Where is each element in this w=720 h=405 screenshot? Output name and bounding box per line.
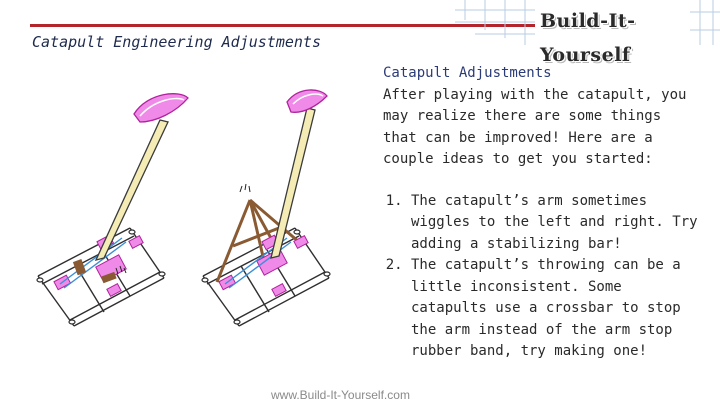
- brand-logo: Build-It-Yourself: [540, 10, 636, 66]
- content-panel: [383, 63, 698, 363]
- section-heading: Catapult Adjustments: [383, 65, 552, 81]
- list-item: 2. The catapult’s throwing can be a little inconsistent. Some catapults use a crossbar to stop the arm instead of the arm stop rubber band, try making one!: [411, 255, 698, 363]
- list-item: 1. The catapult’s arm sometimes wiggles to the left and right. Try adding a stabilizing bar!: [411, 191, 698, 256]
- ideas-list: [383, 191, 698, 363]
- catapult-basic-illustration: [30, 88, 210, 328]
- footer-url: www.Build-It-Yourself.com: [271, 388, 410, 402]
- catapult-with-stabilizer-illustration: [195, 88, 375, 328]
- intro-paragraph: After playing with the catapult, you may realize there are some things that can be improved! Here are a couple ideas to get you started:: [383, 86, 687, 167]
- page-title: Catapult Engineering Adjustments: [32, 33, 321, 51]
